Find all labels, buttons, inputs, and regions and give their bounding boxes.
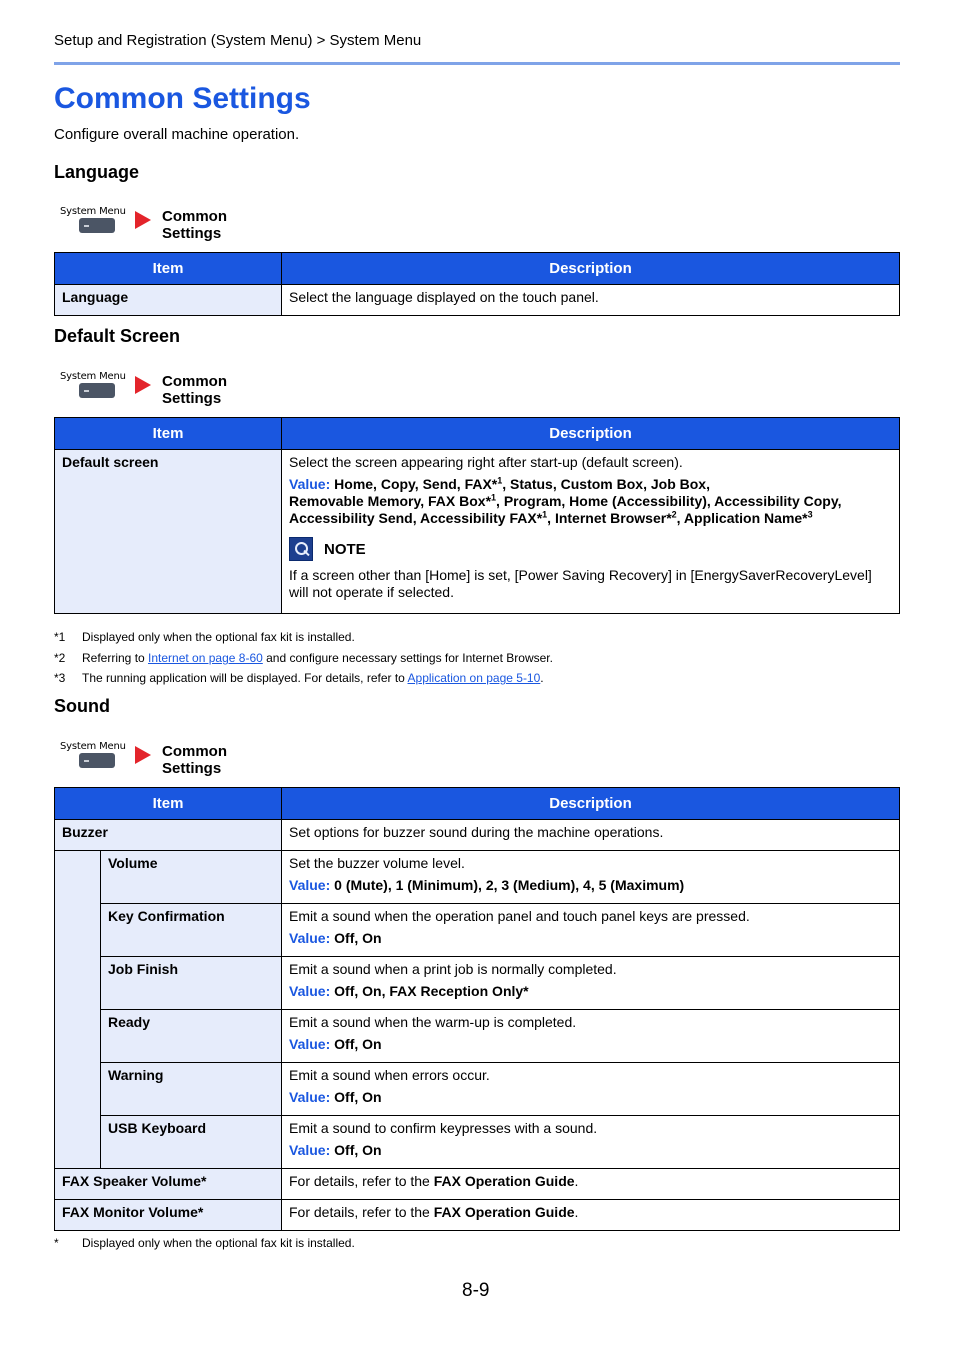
table-row bbox=[55, 450, 900, 614]
header-item: Item bbox=[55, 418, 282, 450]
path-label: Common Settings bbox=[162, 208, 227, 242]
system-menu-key-icon bbox=[60, 206, 130, 217]
row-description: Emit a sound when errors occur. Value: Off, On bbox=[282, 1063, 900, 1116]
system-menu-key-label: System Menu bbox=[60, 371, 126, 382]
row-description: Select the language displayed on the touch panel. bbox=[282, 285, 900, 316]
row-description: Emit a sound when the warm-up is completed. Value: Off, On bbox=[282, 1010, 900, 1063]
system-menu-key-icon bbox=[60, 741, 130, 752]
footnote bbox=[54, 651, 553, 665]
table-row bbox=[55, 904, 900, 957]
row-item: FAX Speaker Volume* bbox=[55, 1169, 282, 1200]
footnote-mark: * bbox=[54, 1236, 59, 1250]
footnote-text: Displayed only when the optional fax kit is installed. bbox=[82, 1236, 355, 1250]
row-item: Language bbox=[55, 285, 282, 316]
value-label: Value bbox=[289, 476, 326, 492]
row-description: For details, refer to the FAX Operation Guide. bbox=[282, 1169, 900, 1200]
footnote-mark: *3 bbox=[54, 671, 66, 685]
row-item: Job Finish bbox=[101, 957, 282, 1010]
table-header-row bbox=[55, 253, 900, 285]
table-row bbox=[55, 851, 900, 904]
footnote-text-after: . bbox=[540, 671, 544, 685]
note-header bbox=[289, 537, 892, 561]
system-menu-key-shape bbox=[79, 383, 115, 398]
arrow-right-icon bbox=[135, 211, 151, 229]
note-label: NOTE bbox=[324, 540, 366, 558]
footnote bbox=[54, 671, 544, 685]
table-row bbox=[55, 1010, 900, 1063]
note-magnifier-icon bbox=[289, 537, 313, 561]
default-screen-table bbox=[54, 417, 900, 614]
row-item: Key Confirmation bbox=[101, 904, 282, 957]
table-row bbox=[55, 1169, 900, 1200]
system-menu-key-label: System Menu bbox=[60, 741, 126, 752]
row-item: Buzzer bbox=[55, 820, 282, 851]
row-item: FAX Monitor Volume* bbox=[55, 1200, 282, 1231]
table-row bbox=[55, 1200, 900, 1231]
row-item: USB Keyboard bbox=[101, 1116, 282, 1169]
application-page-link[interactable]: Application on page 5-10 bbox=[407, 671, 541, 685]
table-header-row bbox=[55, 788, 900, 820]
row-description bbox=[282, 450, 900, 614]
footnote-text-after: and configure necessary settings for Internet Browser. bbox=[262, 651, 553, 665]
row-description: Emit a sound when a print job is normally completed. Value: Off, On, FAX Reception Only* bbox=[282, 957, 900, 1010]
table-row bbox=[55, 1063, 900, 1116]
header-description: Description bbox=[282, 788, 900, 820]
table-row bbox=[55, 957, 900, 1010]
internet-page-link[interactable]: Internet on page 8-60 bbox=[148, 651, 263, 665]
row-item: Default screen bbox=[55, 450, 282, 614]
header-item: Item bbox=[55, 253, 282, 285]
arrow-right-icon bbox=[135, 746, 151, 764]
row-description: Set options for buzzer sound during the machine operations. bbox=[282, 820, 900, 851]
sound-heading: Sound bbox=[54, 696, 110, 716]
table-row bbox=[55, 1116, 900, 1169]
row-description: Set the buzzer volume level. Value: 0 (Mute), 1 (Minimum), 2, 3 (Medium), 4, 5 (Maximum) bbox=[282, 851, 900, 904]
row-description: Emit a sound to confirm keypresses with a sound. Value: Off, On bbox=[282, 1116, 900, 1169]
row-item: Volume bbox=[101, 851, 282, 904]
header-description: Description bbox=[282, 418, 900, 450]
row-item: Ready bbox=[101, 1010, 282, 1063]
row-description: For details, refer to the FAX Operation Guide. bbox=[282, 1200, 900, 1231]
default-screen-values: Value: Home, Copy, Send, FAX*$^1$, Status, Custom Box, Job Box, Removable Memory, FAX Box*$^1$, Program, Home (Accessibility), Accessibility Copy, Accessibility Send, Accessibility FAX*$^1$, Internet Browser*$^2$, Application Name*$^3$ bbox=[289, 475, 842, 526]
page-number: 8-9 bbox=[462, 1280, 490, 1301]
language-heading: Language bbox=[54, 162, 140, 182]
default-screen-desc: Select the screen appearing right after start-up (default screen). bbox=[289, 454, 683, 470]
row-item: Warning bbox=[101, 1063, 282, 1116]
language-table bbox=[54, 252, 900, 316]
sound-table bbox=[54, 787, 900, 1231]
system-menu-key-shape bbox=[79, 753, 115, 768]
buzzer-indent bbox=[55, 851, 101, 1169]
intro-text: Configure overall machine operation. bbox=[54, 126, 300, 143]
arrow-right-icon bbox=[135, 376, 151, 394]
footnote-text: Referring to bbox=[82, 651, 149, 665]
path-label: Common Settings bbox=[162, 743, 227, 777]
system-menu-key-label: System Menu bbox=[60, 206, 126, 217]
footnote bbox=[54, 630, 355, 644]
footnote-text: Displayed only when the optional fax kit is installed. bbox=[82, 630, 355, 644]
footnote bbox=[54, 1236, 355, 1250]
table-row bbox=[55, 820, 900, 851]
header-item: Item bbox=[55, 788, 282, 820]
note-text: If a screen other than [Home] is set, [Power Saving Recovery] in [EnergySaverRecoveryLevel] will not operate if selected. bbox=[289, 567, 872, 600]
footnote-mark: *1 bbox=[54, 630, 66, 644]
system-menu-key-icon bbox=[60, 371, 130, 382]
default-screen-heading: Default Screen bbox=[54, 326, 181, 346]
table-header-row bbox=[55, 418, 900, 450]
page-title: Common Settings bbox=[54, 82, 311, 115]
table-row bbox=[55, 285, 900, 316]
system-menu-key-shape bbox=[79, 218, 115, 233]
footnote-text: The running application will be displayed. For details, refer to bbox=[82, 671, 408, 685]
header-description: Description bbox=[282, 253, 900, 285]
footnote-mark: *2 bbox=[54, 651, 66, 665]
path-label: Common Settings bbox=[162, 373, 227, 407]
row-description: Emit a sound when the operation panel and touch panel keys are pressed. Value: Off, On bbox=[282, 904, 900, 957]
header-rule bbox=[54, 62, 900, 65]
breadcrumb: Setup and Registration (System Menu) > System Menu bbox=[54, 32, 422, 49]
